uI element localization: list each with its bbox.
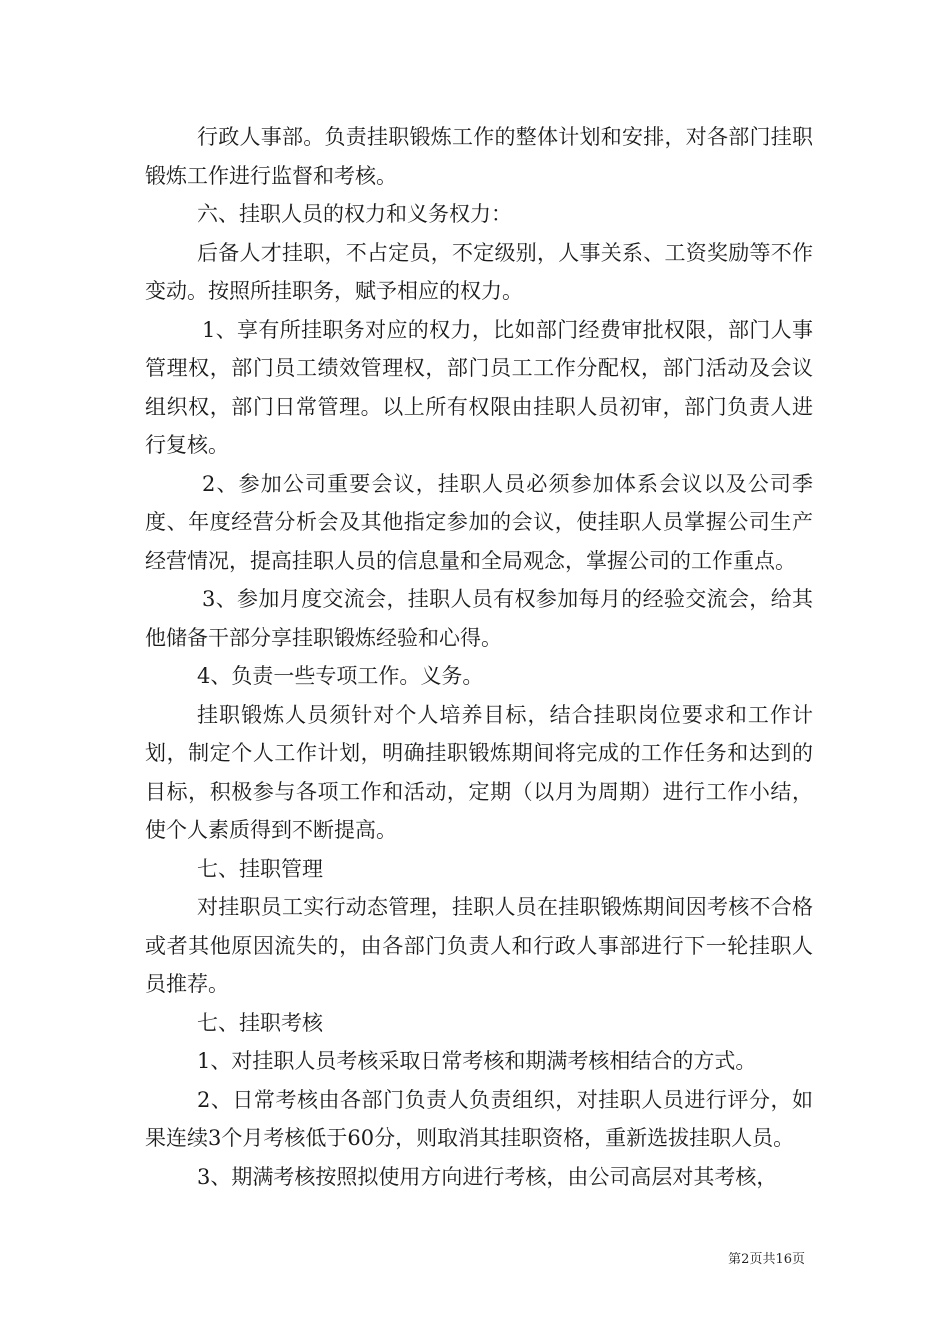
- paragraph-duties: 挂职锻炼人员须针对个人培养目标，结合挂职岗位要求和工作计划，制定个人工作计划，明确挂职锻炼期间将完成的工作任务和达到的目标，积极参与各项工作和活动，定期（以月为周期）进行工作小结，使个人素质得到不断提高。: [145, 702, 813, 842]
- heading-rights-duties: 六、挂职人员的权力和义务权力：: [197, 202, 512, 226]
- paragraph-right-4: 4、负责一些专项工作。义务。: [197, 664, 484, 688]
- paragraph-right-2: 2、参加公司重要会议，挂职人员必须参加体系会议以及公司季度、年度经营分析会及其他指定参加的会议，使挂职人员掌握公司生产经营情况，提高挂职人员的信息量和全局观念，掌握公司的工作重点。: [145, 471, 813, 573]
- page-number-footer: 第2页共16页: [728, 1252, 805, 1267]
- document-body: [145, 118, 813, 1196]
- paragraph-assessment-2: 2、日常考核由各部门负责人负责组织，对挂职人员进行评分，如果连续3个月考核低于60分，则取消其挂职资格，重新选拔挂职人员。: [145, 1087, 813, 1150]
- paragraph-right-3: 3、参加月度交流会，挂职人员有权参加每月的经验交流会，给其他储备干部分享挂职锻炼经验和心得。: [145, 587, 813, 650]
- paragraph-right-1: 1、享有所挂职务对应的权力，比如部门经费审批权限，部门人事管理权，部门员工绩效管理权，部门员工工作分配权，部门活动及会议组织权，部门日常管理。以上所有权限由挂职人员初审，部门负责人进行复核。: [145, 317, 813, 457]
- paragraph-assessment-1: 1、对挂职人员考核采取日常考核和期满考核相结合的方式。: [197, 1049, 757, 1073]
- paragraph-hr-dept: 行政人事部。负责挂职锻炼工作的整体计划和安排，对各部门挂职锻炼工作进行监督和考核。: [145, 125, 813, 188]
- paragraph-assessment-3: 3、期满考核按照拟使用方向进行考核，由公司高层对其考核，: [197, 1164, 778, 1189]
- heading-assessment: 七、挂职考核: [197, 1010, 323, 1035]
- paragraph-reserve-talent: 后备人才挂职，不占定员，不定级别，人事关系、工资奖励等不作变动。按照所挂职务，赋予相应的权力。: [145, 240, 813, 303]
- paragraph-management: 对挂职员工实行动态管理，挂职人员在挂职锻炼期间因考核不合格或者其他原因流失的，由各部门负责人和行政人事部进行下一轮挂职人员推荐。: [145, 895, 813, 996]
- heading-management: 七、挂职管理: [197, 856, 323, 881]
